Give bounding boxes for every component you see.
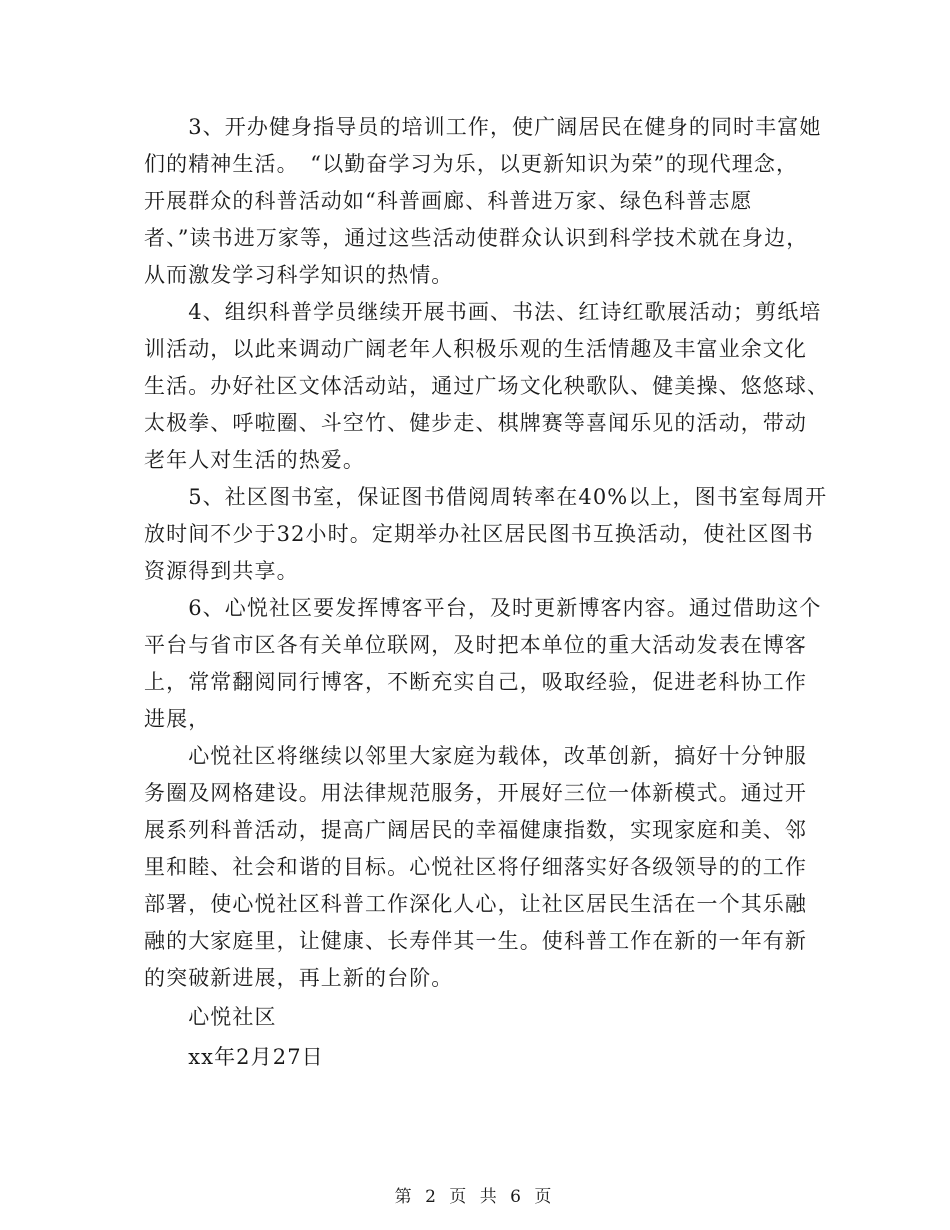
paragraph-item-3-line-2: 们的精神生活。 “以勤奋学习为乐，以更新知识为荣”的现代理念， [144, 152, 799, 176]
paragraph-conclusion-line-6: 融的大家庭里，让健康、长寿伴其一生。使科普工作在新的一年有新 [144, 929, 807, 953]
paragraph-item-3-line-1: 3、开办健身指导员的培训工作，使广阔居民在健身的同时丰富她 [144, 115, 822, 139]
paragraph-item-3-line-5: 从而激发学习科学知识的热情。 [144, 263, 454, 287]
paragraph-conclusion-line-2: 务圈及网格建设。用法律规范服务，开展好三位一体新模式。通过开 [144, 781, 807, 805]
paragraph-item-5-line-2: 放时间不少于32小时。定期举办社区居民图书互换活动，使社区图书 [144, 522, 814, 546]
paragraph-item-4-line-3: 生活。办好社区文体活动站，通过广场文化秧歌队、健美操、悠悠球、 [144, 374, 830, 398]
paragraph-item-6-line-3: 上，常常翻阅同行博客，不断充实自己，吸取经验，促进老科协工作 [144, 670, 807, 694]
paragraph-item-5-line-3: 资源得到共享。 [144, 559, 299, 583]
paragraph-conclusion-line-4: 里和睦、社会和谐的目标。心悦社区将仔细落实好各级领导的的工作 [144, 855, 807, 879]
paragraph-conclusion-line-3: 展系列科普活动，提高广阔居民的幸福健康指数，实现家庭和美、邻 [144, 818, 807, 842]
paragraph-item-5-line-1: 5、社区图书室，保证图书借阅周转率在40%以上，图书室每周开 [144, 485, 828, 509]
paragraph-conclusion-line-5: 部署，使心悦社区科普工作深化人心，让社区居民生活在一个其乐融 [144, 892, 807, 916]
page-number-footer: 第 2 页 共 6 页 [394, 1187, 556, 1207]
paragraph-item-3-line-3: 开展群众的科普活动如“科普画廊、科普进万家、绿色科普志愿 [144, 189, 753, 213]
paragraph-item-6-line-2: 平台与省市区各有关单位联网，及时把本单位的重大活动发表在博客 [144, 633, 807, 657]
paragraph-conclusion-line-7: 的突破新进展，再上新的台阶。 [144, 966, 454, 990]
paragraph-item-4-line-4: 太极拳、呼啦圈、斗空竹、健步走、棋牌赛等喜闻乐见的活动，带动 [144, 411, 807, 435]
paragraph-item-6-line-1: 6、心悦社区要发挥博客平台，及时更新博客内容。通过借助这个 [144, 596, 822, 620]
signature-date: xx年2月27日 [144, 1045, 324, 1069]
paragraph-item-4-line-1: 4、组织科普学员继续开展书画、书法、红诗红歌展活动；剪纸培 [144, 300, 822, 324]
paragraph-item-3-line-4: 者、”读书进万家等，通过这些活动使群众认识到科学技术就在身边， [144, 226, 809, 250]
paragraph-item-6-line-4: 进展， [144, 707, 211, 731]
paragraph-item-4-line-5: 老年人对生活的热爱。 [144, 448, 365, 472]
paragraph-conclusion-line-1: 心悦社区将继续以邻里大家庭为载体，改革创新，搞好十分钟服 [144, 744, 807, 768]
paragraph-item-4-line-2: 训活动，以此来调动广阔老年人积极乐观的生活情趣及丰富业余文化 [144, 337, 807, 361]
signature-name: 心悦社区 [144, 1005, 277, 1029]
